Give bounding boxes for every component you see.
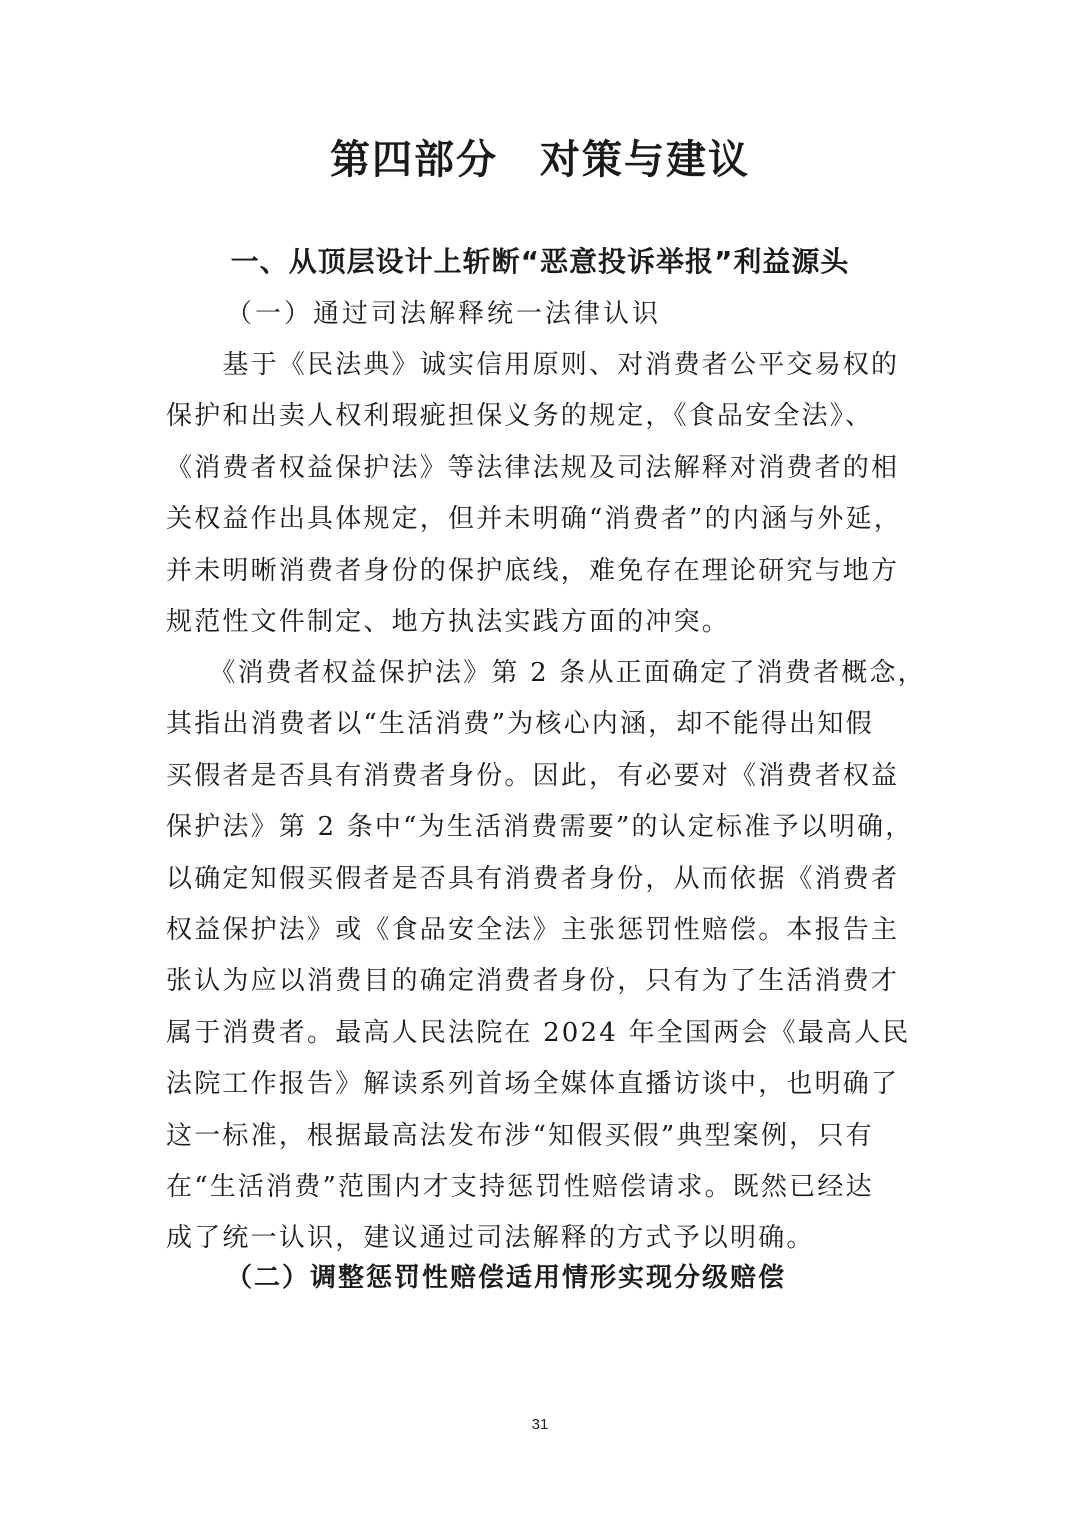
paragraph-line: 规范性文件制定、地方执法实践方面的冲突。 — [166, 606, 731, 637]
subsection-heading-1: （一）通过司法解释统一法律认识 — [226, 299, 662, 329]
paragraph-line: 关权益作出具体规定，但并未明确“消费者”的内涵与外延， — [166, 504, 902, 535]
paragraph-line: 保护和出卖人权利瑕疵担保义务的规定，《食品安全法》、 — [166, 401, 874, 432]
paragraph-line: 这一标准，根据最高法发布涉“知假买假”典型案例，只有 — [166, 1120, 874, 1151]
paragraph-line: 张认为应以消费目的确定消费者身份，只有为了生活消费才 — [166, 966, 900, 997]
paragraph-line: 其指出消费者以“生活消费”为核心内涵，却不能得出知假 — [166, 709, 874, 740]
paragraph-line: 《消费者权益保护法》等法律法规及司法解释对消费者的相 — [166, 452, 900, 483]
paragraph-line: 属于消费者。最高人民法院在 2024 年全国两会《最高人民 — [166, 1017, 911, 1048]
paragraph-line: 保护法》第 2 条中“为生活消费需要”的认定标准予以明确， — [166, 812, 914, 843]
paragraph-line: 成了统一认识，建议通过司法解释的方式予以明确。 — [166, 1223, 815, 1254]
paragraph-line: 《消费者权益保护法》第 2 条从正面确定了消费者概念， — [166, 658, 926, 688]
paragraph-2 — [166, 648, 926, 1265]
paragraph-1 — [166, 340, 916, 648]
paragraph-line: 权益保护法》或《食品安全法》主张惩罚性赔偿。本报告主 — [166, 914, 900, 945]
paragraph-line: 在“生活消费”范围内才支持惩罚性赔偿请求。既然已经达 — [166, 1171, 874, 1202]
paragraph-line: 以确定知假买假者是否具有消费者身份，从而依据《消费者 — [166, 863, 900, 894]
paragraph-line: 法院工作报告》解读系列首场全媒体直播访谈中，也明确了 — [166, 1069, 900, 1100]
paragraph-line: 并未明晰消费者身份的保护底线，难免存在理论研究与地方 — [166, 555, 900, 586]
page-number: 31 — [531, 1416, 549, 1433]
paragraph-line: 买假者是否具有消费者身份。因此，有必要对《消费者权益 — [166, 760, 900, 791]
page-title: 第四部分 对策与建议 — [330, 136, 750, 183]
subsection-heading-2: （二）调整惩罚性赔偿适用情形实现分级赔偿 — [226, 1263, 787, 1293]
section-heading: 一、从顶层设计上斩断“恶意投诉举报”利益源头 — [230, 245, 850, 278]
paragraph-line: 基于《民法典》诚实信用原则、对消费者公平交易权的 — [166, 350, 900, 380]
